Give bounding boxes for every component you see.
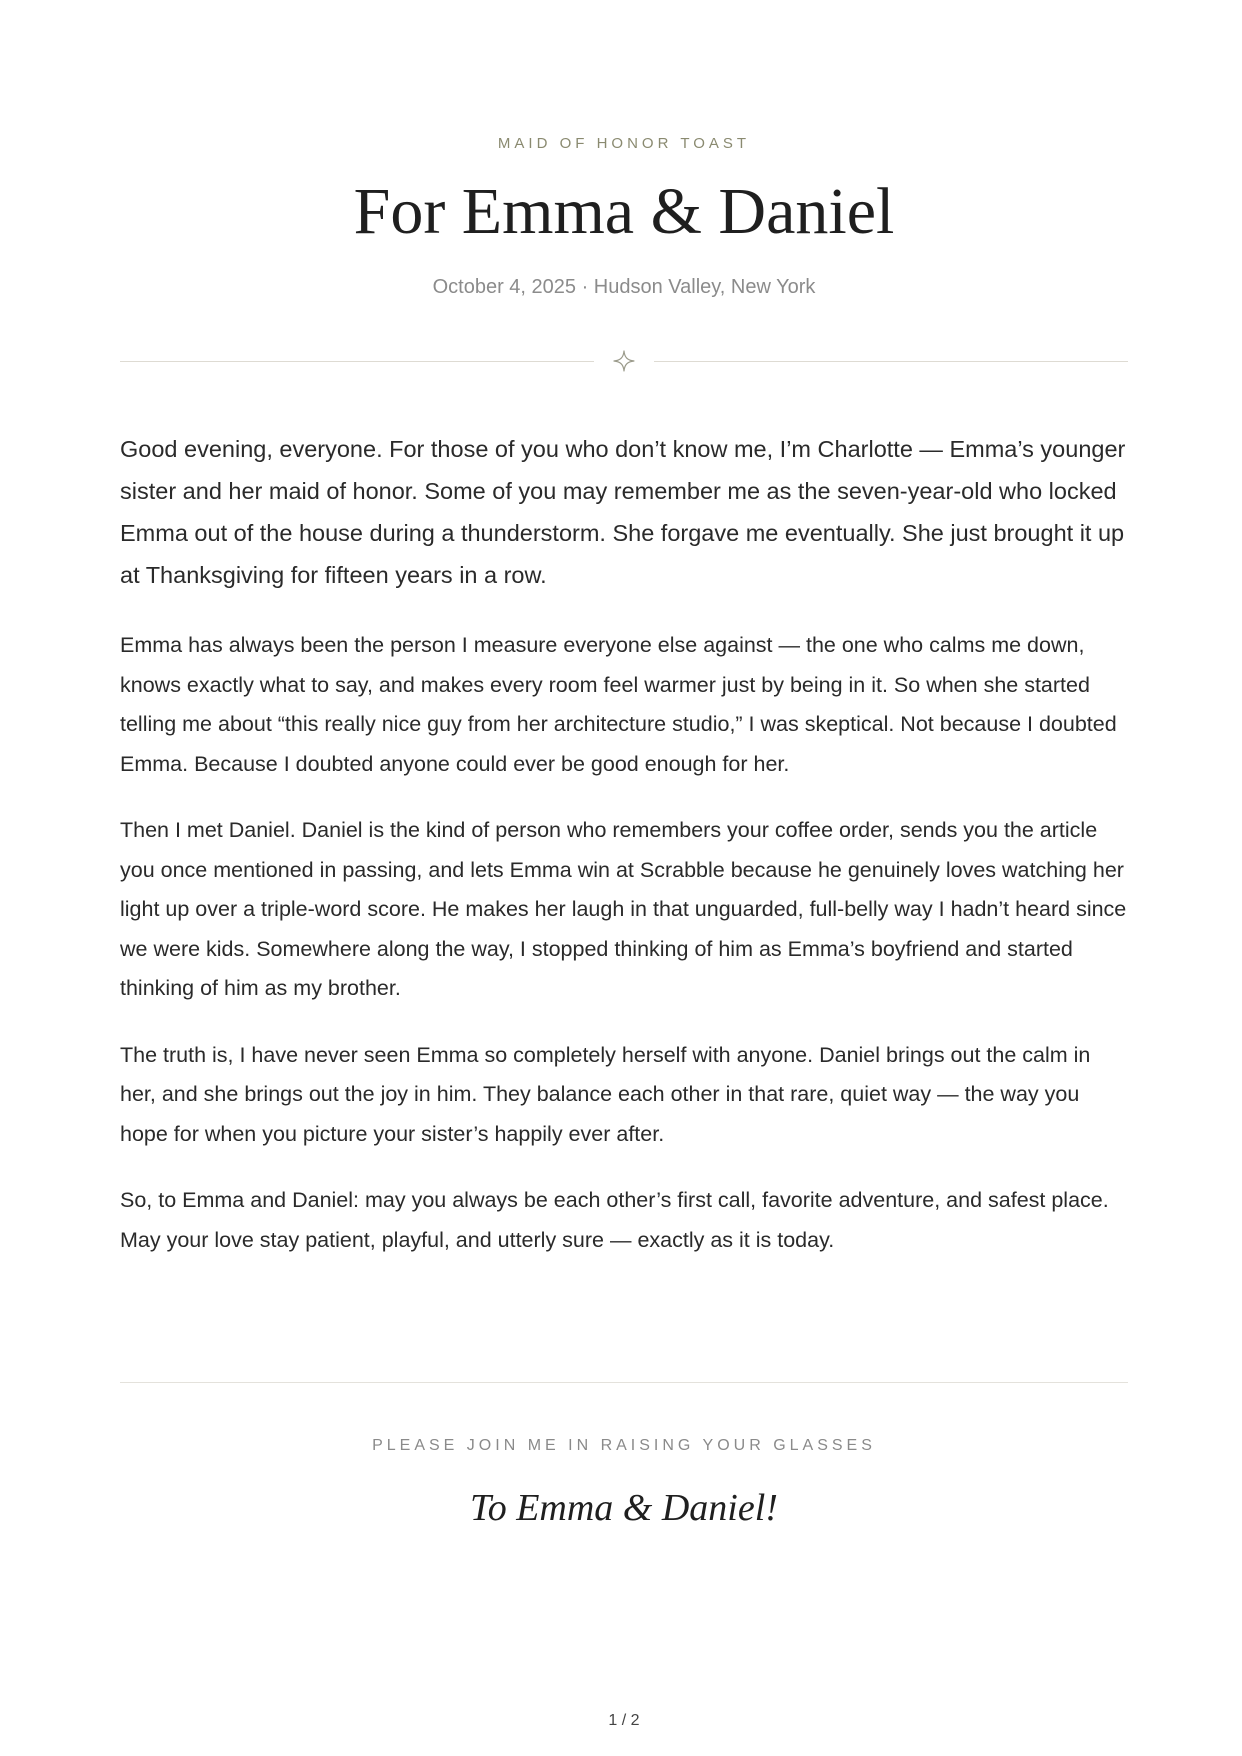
paragraph: The truth is, I have never seen Emma so completely herself with anyone. Daniel brings out the calm in her, and she brings out the joy in him. They balance each other in that rare, quiet way — the way you hope for when you picture your sister’s happily ever after. bbox=[120, 1042, 1091, 1146]
date-location: October 4, 2025 · Hudson Valley, New York bbox=[432, 276, 816, 298]
page-title: For Emma & Daniel bbox=[353, 175, 895, 248]
document-page bbox=[120, 0, 1128, 1756]
paragraph: So, to Emma and Daniel: may you always be each other’s first call, favorite adventure, and safest place. May your love stay patient, playful, and utterly sure — exactly as it is today. bbox=[120, 1188, 1109, 1252]
divider-line-left bbox=[120, 361, 594, 362]
toast-closing-line: To Emma & Daniel! bbox=[470, 1487, 778, 1529]
section-divider bbox=[120, 1382, 1128, 1383]
page-number: 1 / 2 bbox=[608, 1712, 640, 1729]
eyebrow-label: MAID OF HONOR TOAST bbox=[497, 135, 751, 152]
toast-body bbox=[120, 428, 1128, 1287]
raise-glasses-label: PLEASE JOIN ME IN RAISING YOUR GLASSES bbox=[372, 1437, 876, 1454]
paragraph: Then I met Daniel. Daniel is the kind of person who remembers your coffee order, sends you the article you once mentioned in passing, and lets Emma win at Scrabble because he genuinely loves watching her light up over a triple-word score. He makes her laugh in that unguarded, full-belly way I hadn’t heard since we were kids. Somewhere along the way, I stopped thinking of him as Emma’s boyfriend and started thinking of him as my brother. bbox=[120, 818, 1127, 1000]
divider-line-right bbox=[654, 361, 1128, 362]
sparkle-icon bbox=[613, 350, 635, 372]
ornament-divider bbox=[120, 348, 1128, 376]
paragraph-opening: Good evening, everyone. For those of you who don’t know me, I’m Charlotte — Emma’s younger sister and her maid of honor. Some of you may remember me as the seven-year-old who locked Emma out of the house during a thunderstorm. She forgave me eventually. She just brought it up at Thanksgiving for fifteen years in a row. bbox=[120, 436, 1126, 588]
paragraph: Emma has always been the person I measure everyone else against — the one who calms me down, knows exactly what to say, and makes every room feel warmer just by being in it. So when she started telling me about “this really nice guy from her architecture studio,” I was skeptical. Not because I doubted Emma. Because I doubted anyone could ever be good enough for her. bbox=[120, 633, 1117, 776]
